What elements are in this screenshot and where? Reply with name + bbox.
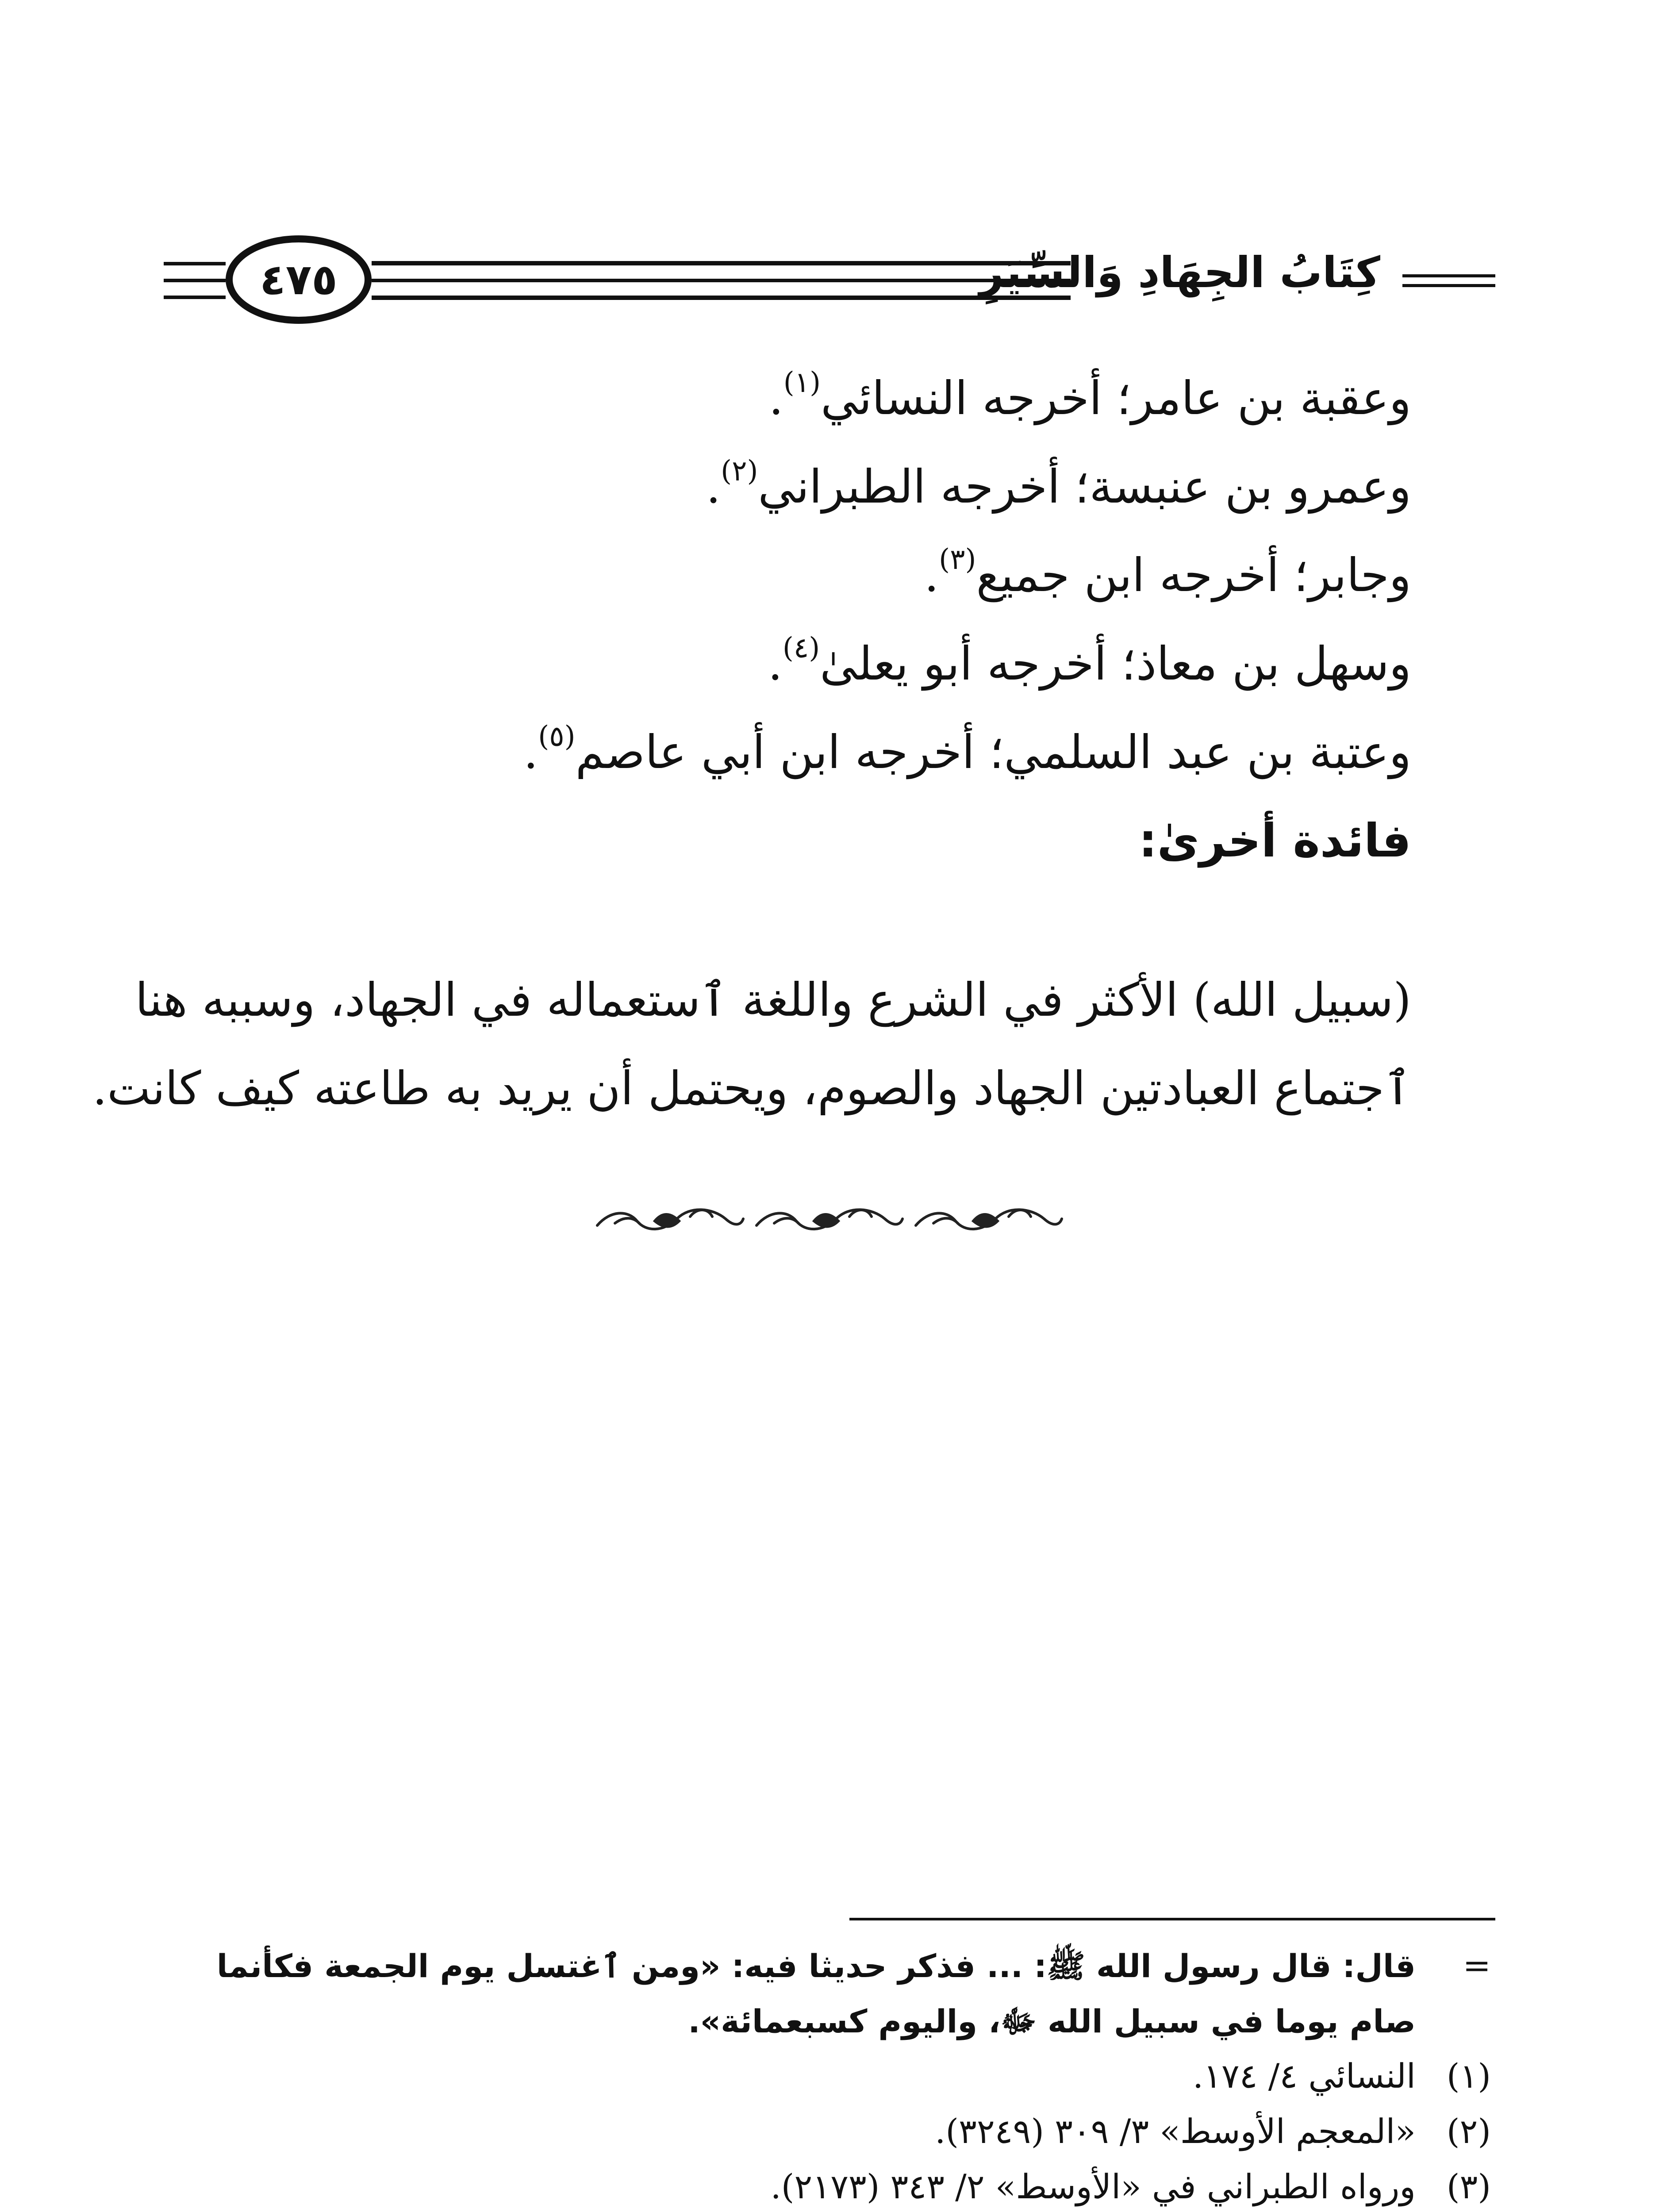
book-title: كِتَابُ الجِهَادِ وَالسِّيَرِ (979, 248, 1380, 297)
footnote-continuation (164, 1993, 1491, 2048)
footnote-ref: (٥) (538, 720, 576, 753)
page-number: ٤٧٥ (260, 255, 338, 304)
footnote-number: (٣) (1446, 2167, 1491, 2206)
header-rule (1402, 284, 1495, 287)
footnotes (164, 1938, 1491, 2212)
header-rule (164, 262, 226, 265)
page-header (164, 234, 1495, 327)
footnote-text: قال: قال رسول الله ﷺ: ... فذكر حديثا فيه: «ومن ٱغتسل يوم الجمعة فكأنما (216, 1947, 1416, 1985)
header-rule (164, 296, 226, 299)
footnote-text: النسائي ٤/ ١٧٤. (1192, 2056, 1416, 2096)
text-line: وعتبة بن عبد السلمي؛ أخرجه ابن أبي عاصم$^{(٥)}$. (523, 720, 1411, 779)
footnote-continuation (164, 1938, 1491, 1993)
footnote-ref: (٤) (782, 632, 820, 664)
text-line: وسهل بن معاذ؛ أخرجه أبو يعلىٰ$^{(٤)}$. (768, 632, 1411, 691)
main-text (164, 354, 1411, 885)
footnote-item (164, 2048, 1491, 2104)
footnote-item (164, 2104, 1491, 2159)
header-rule (164, 279, 226, 282)
footnote-text: ورواه الطبراني في «الأوسط» ٢/ ٣٤٣ (٢١٧٣). (770, 2167, 1416, 2206)
footnote-ref: (٣) (939, 543, 976, 576)
footnote-ref: (٢) (721, 455, 758, 488)
footnote-number: (١) (1446, 2056, 1491, 2096)
header-rule (372, 279, 1071, 282)
footnote-text: «المعجم الأوسط» ٣/ ٣٠٩ (٣٢٤٩). (935, 2112, 1416, 2151)
footnote-item (164, 2159, 1491, 2212)
text-line: وعمرو بن عنبسة؛ أخرجه الطبراني$^{(٢)}$. (706, 455, 1411, 514)
section-heading: فائدة أخرىٰ: (1138, 814, 1411, 868)
header-rule (372, 296, 1071, 300)
header-rule (372, 261, 1071, 265)
paragraph-line: ٱجتماع العبادتين الجهاد والصوم، ويحتمل أن يريد به طاعته كيف كانت. (92, 1061, 1411, 1115)
page-number-badge (226, 235, 372, 324)
footnote-ref: (١) (783, 366, 821, 399)
text-line: وجابر؛ أخرجه ابن جميع$^{(٣)}$. (924, 543, 1411, 602)
footnote-separator (849, 1918, 1495, 1920)
ornament-divider-icon (588, 1201, 1066, 1241)
footnote-number: (٢) (1446, 2112, 1491, 2151)
header-rule (1402, 274, 1495, 277)
footnote-text: صام يوما في سبيل الله ﷻ، واليوم كسبعمائة». (688, 2003, 1416, 2040)
paragraph (92, 956, 1411, 1133)
paragraph-line: (سبيل الله) الأكثر في الشرع واللغة ٱستعماله في الجهاد، وسببه هنا (135, 973, 1411, 1027)
footnote-marker: = (1463, 1946, 1491, 1985)
text-line: وعقبة بن عامر؛ أخرجه النسائي$^{(١)}$. (768, 366, 1411, 425)
